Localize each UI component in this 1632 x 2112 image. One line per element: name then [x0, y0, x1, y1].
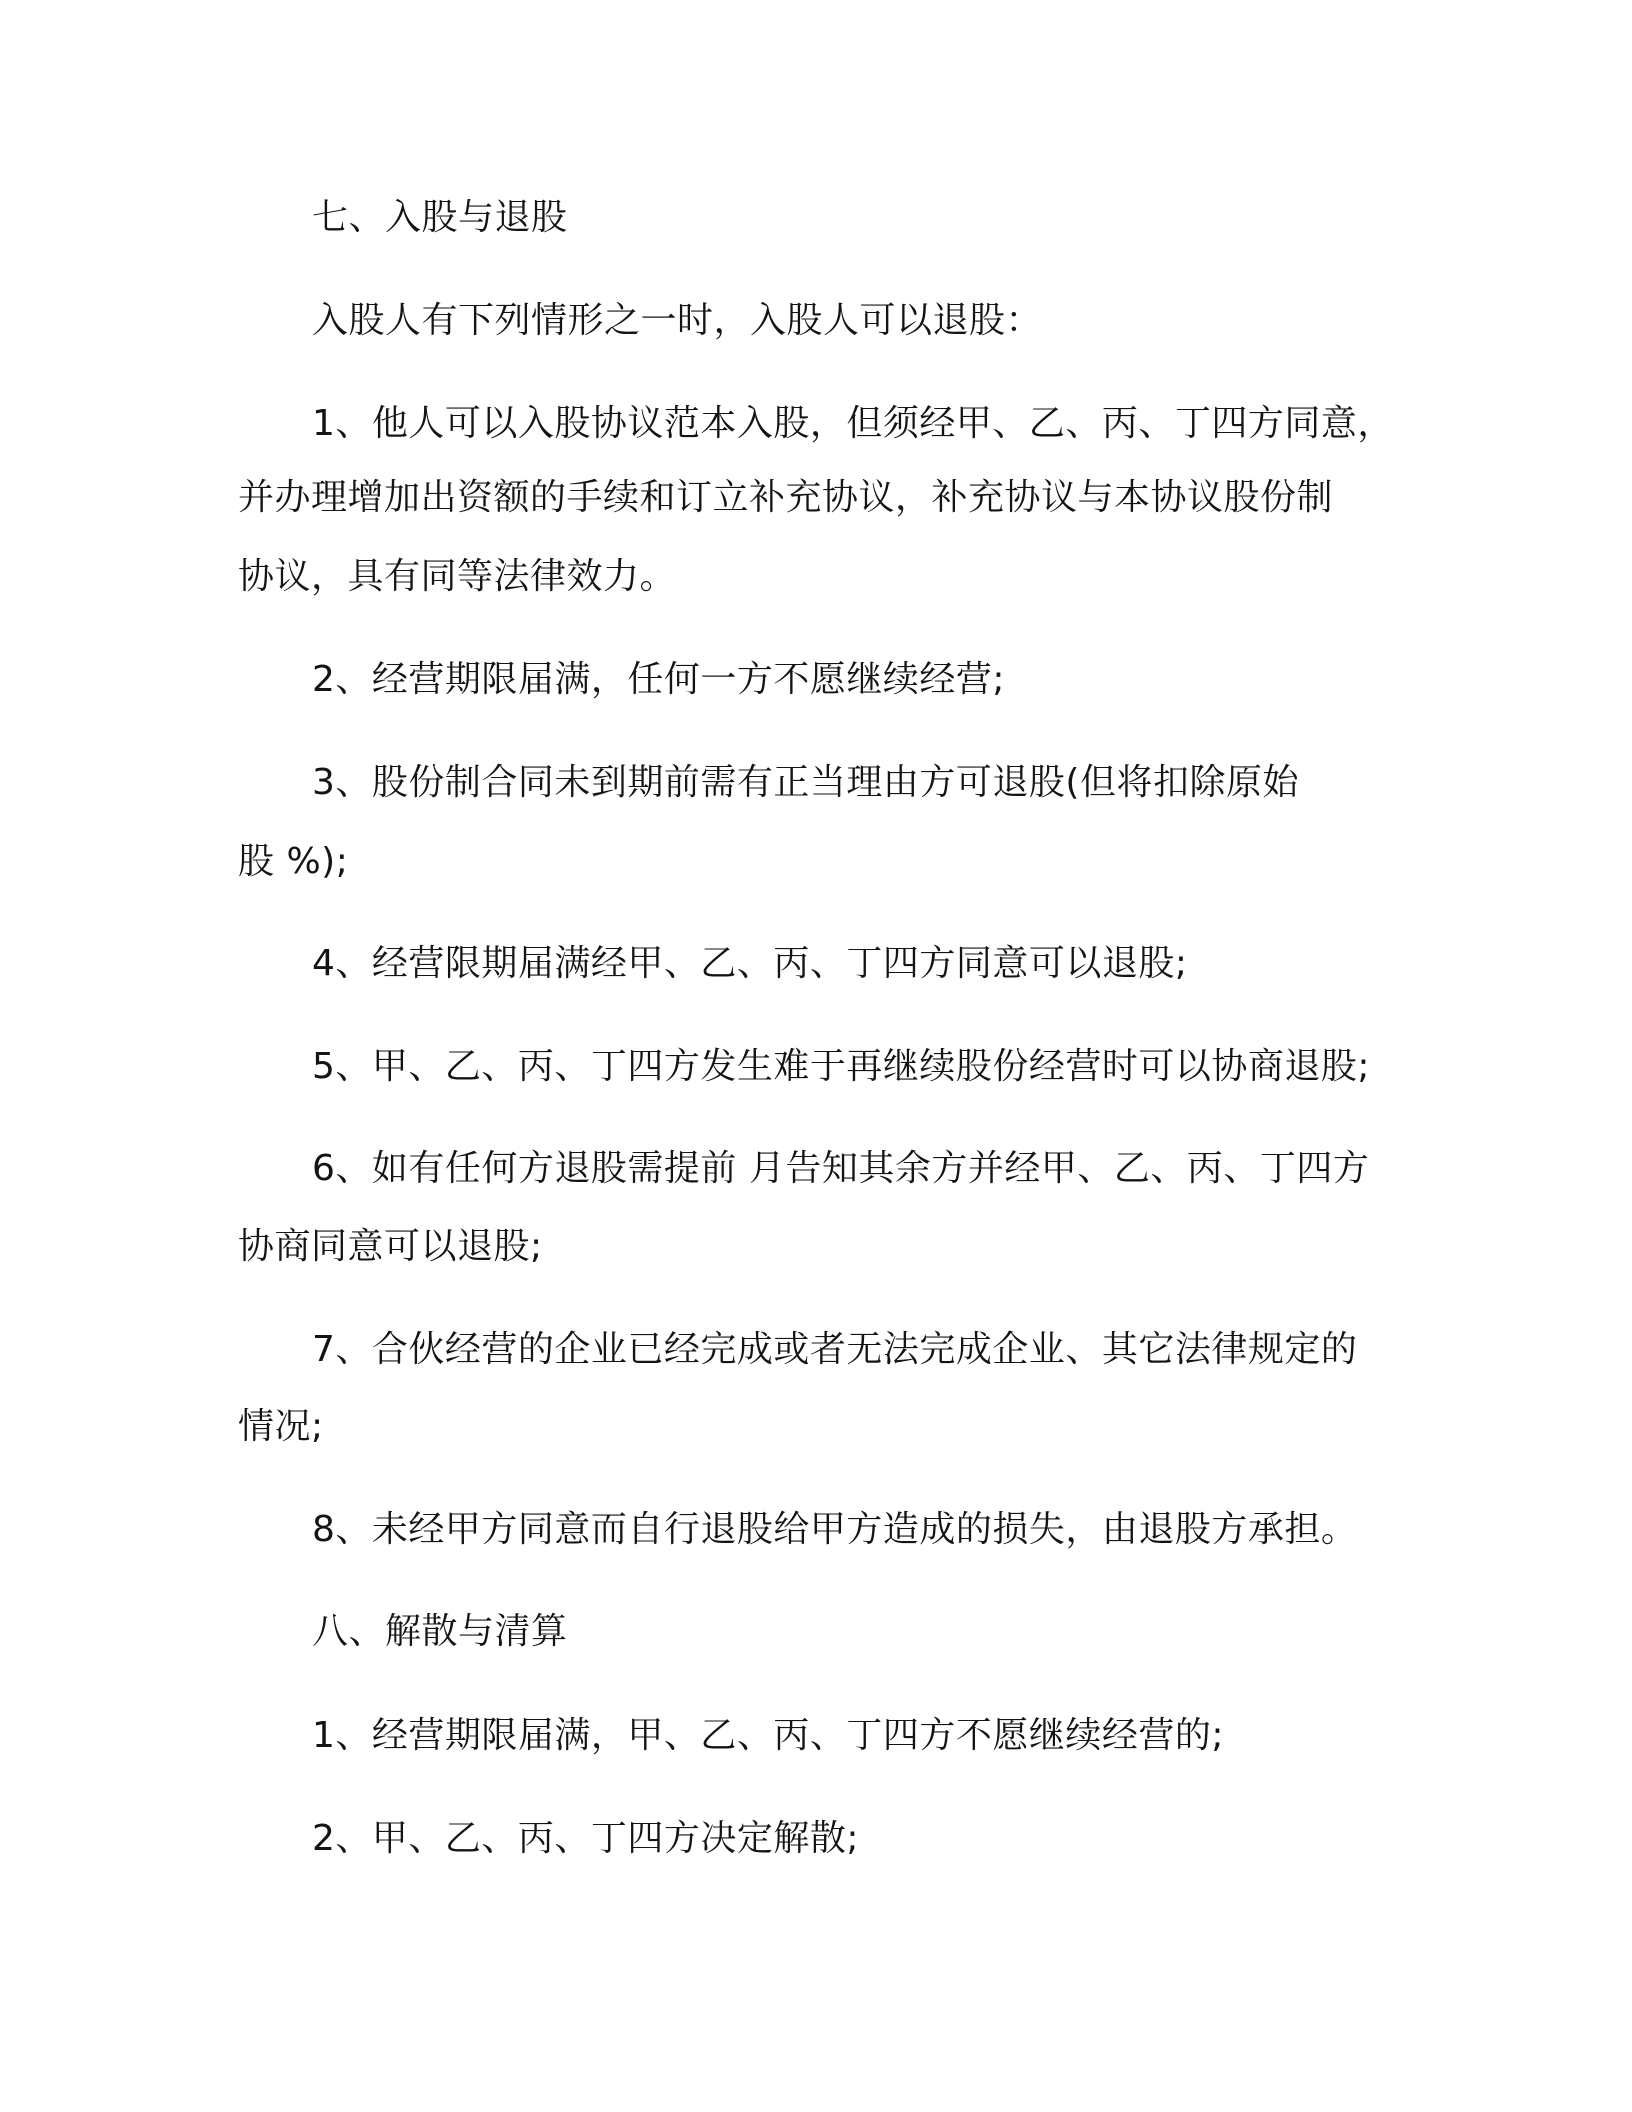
item-6-line-1: 6、如有任何方退股需提前 月告知其余方并经甲、乙、丙、丁四方: [312, 1148, 1370, 1189]
item-3-line-1: 3、股份制合同未到期前需有正当理由方可退股(但将扣除原始: [312, 762, 1299, 803]
section-7-intro: 入股人有下列情形之一时，入股人可以退股：: [312, 300, 1043, 341]
item-3-line-2: 股 %);: [238, 841, 349, 882]
item-1-line-3: 协议，具有同等法律效力。: [238, 556, 677, 597]
item-5: 5、甲、乙、丙、丁四方发生难于再继续股份经营时可以协商退股;: [312, 1046, 1371, 1087]
section-7-heading: 七、入股与退股: [312, 197, 568, 238]
item-2: 2、经营期限届满，任何一方不愿继续经营;: [312, 659, 1006, 700]
item-4: 4、经营限期届满经甲、乙、丙、丁四方同意可以退股;: [312, 943, 1188, 984]
item-8: 8、未经甲方同意而自行退股给甲方造成的损失，由退股方承担。: [312, 1509, 1358, 1550]
item-1-line-2: 并办理增加出资额的手续和订立补充协议，补充协议与本协议股份制: [238, 477, 1334, 518]
section-8-item-2: 2、甲、乙、丙、丁四方决定解散;: [312, 1818, 860, 1859]
item-7-line-1: 7、合伙经营的企业已经完成或者无法完成企业、其它法律规定的: [312, 1329, 1358, 1370]
item-7-line-2: 情况;: [238, 1406, 324, 1447]
item-6-line-2: 协商同意可以退股;: [238, 1226, 543, 1267]
section-8-item-1: 1、经营期限届满，甲、乙、丙、丁四方不愿继续经营的;: [312, 1715, 1225, 1756]
item-1-line-1: 1、他人可以入股协议范本入股，但须经甲、乙、丙、丁四方同意，: [312, 403, 1394, 444]
section-8-heading: 八、解散与清算: [312, 1611, 568, 1652]
